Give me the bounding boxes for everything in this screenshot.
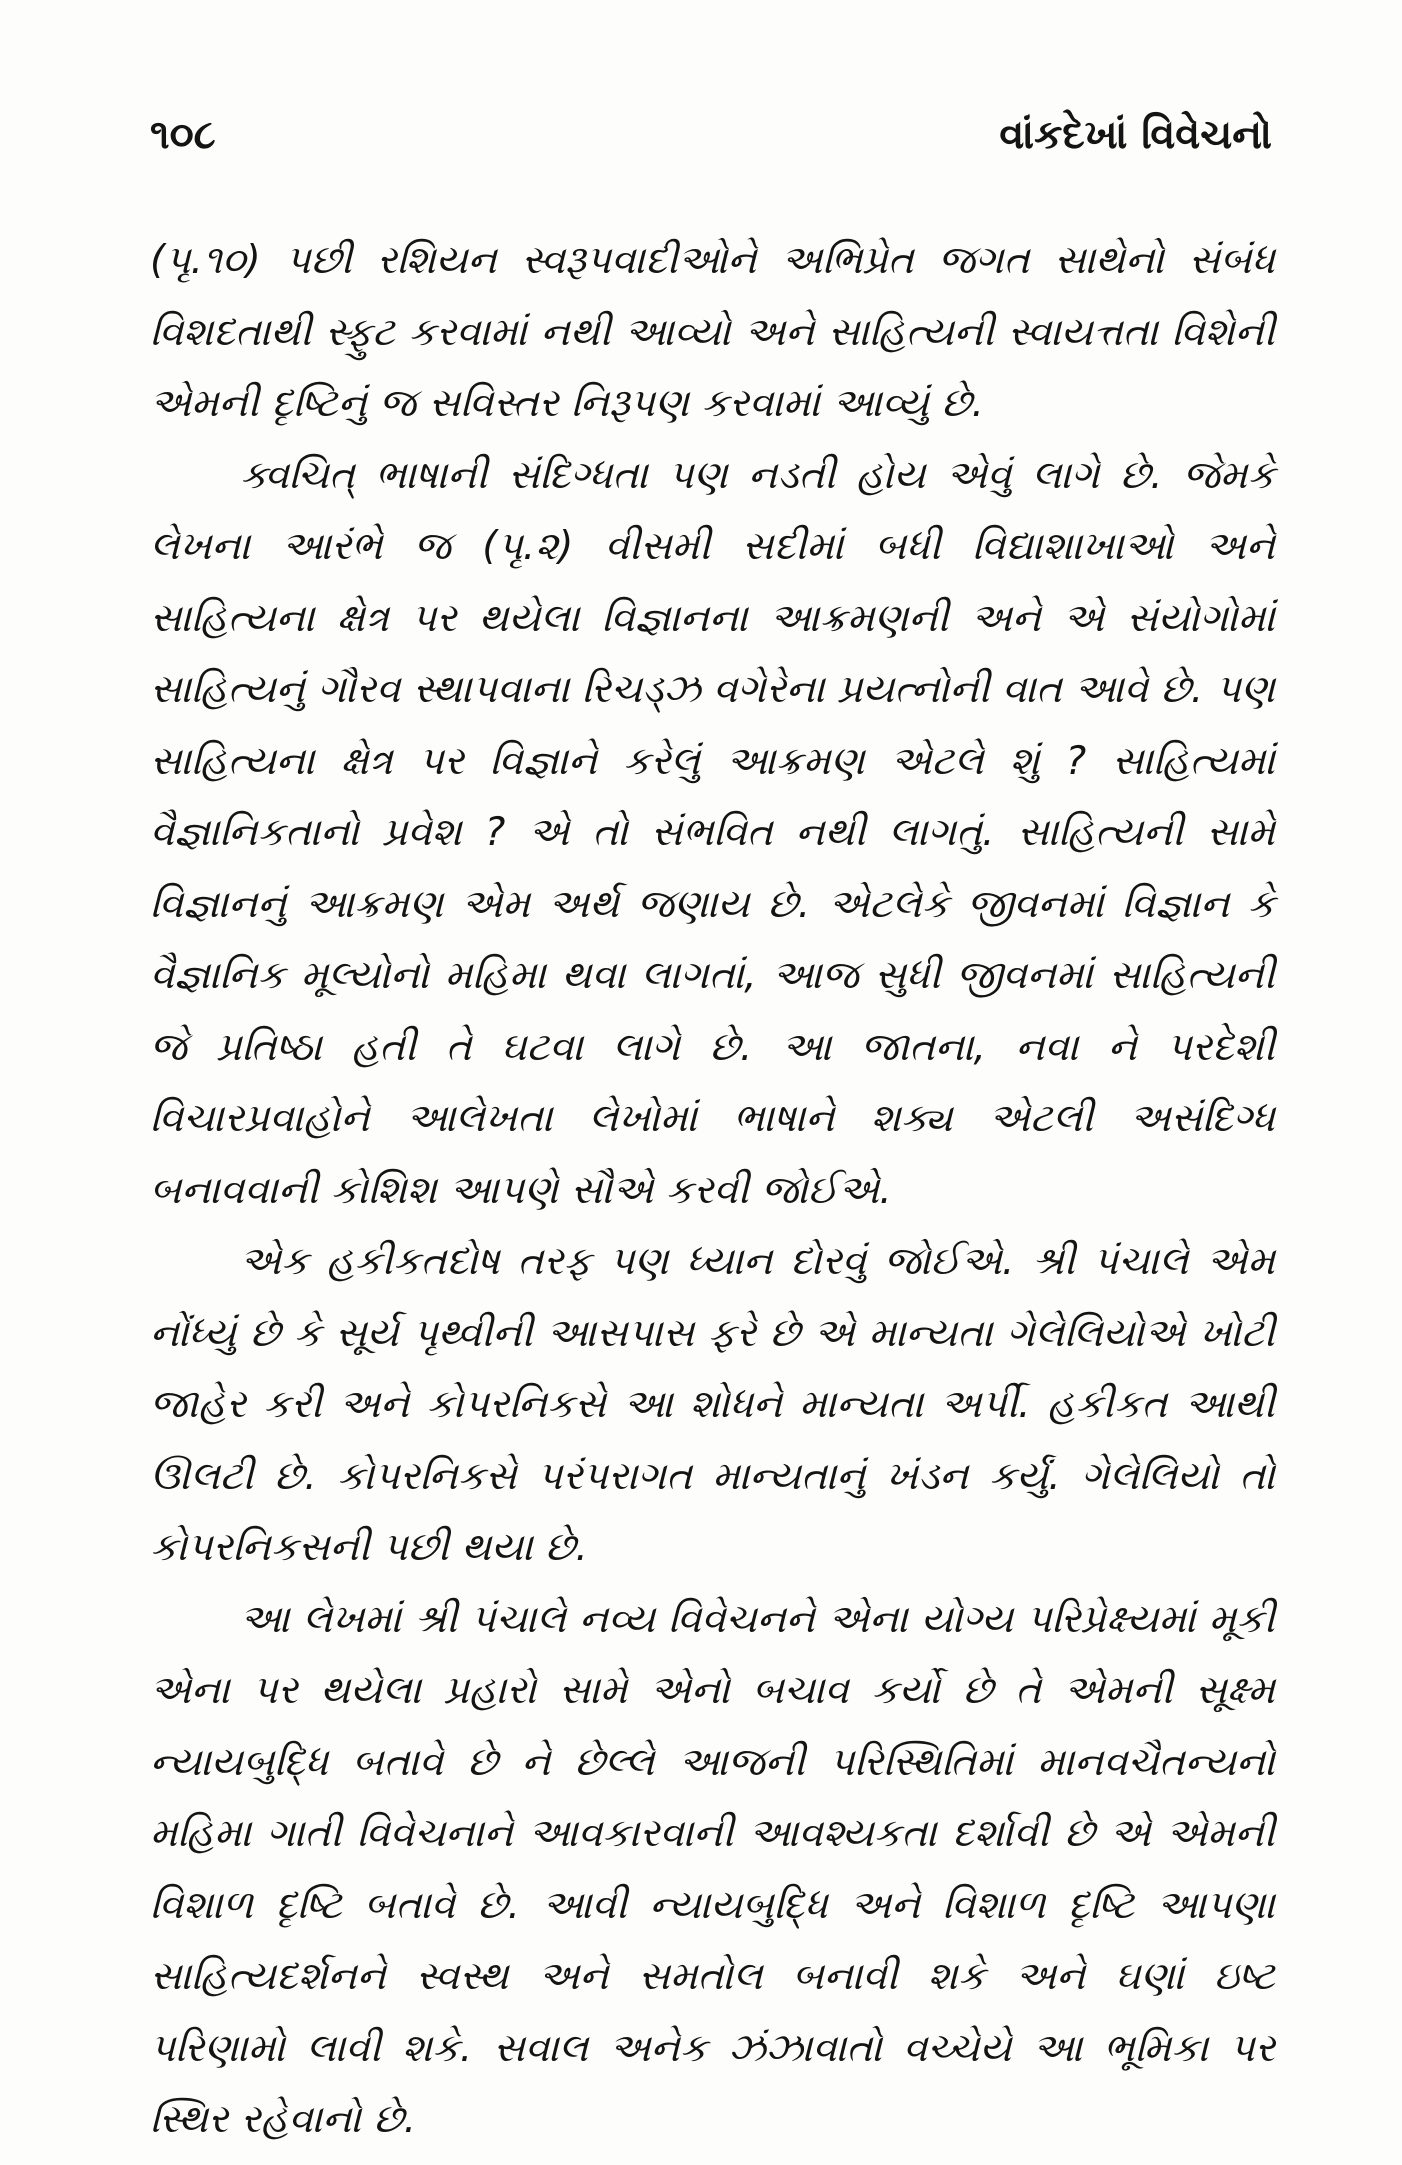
- page-number: ૧૦૮: [150, 112, 216, 158]
- body-text: [150, 225, 1275, 2156]
- running-title: વાંકદેખાં વિવેચનો: [999, 112, 1272, 158]
- paragraph-2: ક્વચિત્ ભાષાની સંદિગ્ધતા પણ નડતી હોય એવું લાગે છે. જેમકે લેખના આરંભે જ (પૃ.૨) વીસમી સદીમાં બધી વિદ્યાશાખાઓ અને સાહિત્યના ક્ષેત્ર પર થયેલા વિજ્ઞાનના આક્રમણની અને એ સંયોગોમાં સાહિત્યનું ગૌરવ સ્થાપવાના રિચડ્ઝ વગેરેના પ્રયત્નોની વાત આવે છે. પણ સાહિત્યના ક્ષેત્ર પર વિજ્ઞાને કરેલું આક્રમણ એટલે શું ? સાહિત્યમાં વૈજ્ઞાનિકતાનો પ્રવેશ ? એ તો સંભવિત નથી લાગતું. સાહિત્યની સામે વિજ્ઞાનનું આક્રમણ એમ અર્થ જણાય છે. એટલેકે જીવનમાં વિજ્ઞાન કે વૈજ્ઞાનિક મૂલ્યોનો મહિમા થવા લાગતાં, આજ સુધી જીવનમાં સાહિત્યની જે પ્રતિષ્ઠા હતી તે ઘટવા લાગે છે. આ જાતના, નવા ને પરદેશી વિચારપ્રવાહોને આલેખતા લેખોમાં ભાષાને શક્ય એટલી અસંદિગ્ધ બનાવવાની કોશિશ આપણે સૌએ કરવી જોઈએ.: [150, 452, 1275, 1213]
- paragraph-1: (પૃ.૧૦) પછી રશિયન સ્વરૂપવાદીઓને અભિપ્રેત જગત સાથેનો સંબંધ વિશદતાથી સ્ફુટ કરવામાં નથી આવ્યો અને સાહિત્યની સ્વાયત્તતા વિશેની એમની દૃષ્ટિનું જ સવિસ્તર નિરૂપણ કરવામાં આવ્યું છે.: [150, 238, 1275, 426]
- paragraph-4: આ લેખમાં શ્રી પંચાલે નવ્ય વિવેચનને એના યોગ્ય પરિપ્રેક્ષ્યમાં મૂકી એના પર થયેલા પ્રહારો સામે એનો બચાવ કર્યો છે તે એમની સૂક્ષ્મ ન્યાયબુદ્ધિ બતાવે છે ને છેલ્લે આજની પરિસ્થિતિમાં માનવચૈતન્યનો મહિમા ગાતી વિવેચનાને આવકારવાની આવશ્યકતા દર્શાવી છે એ એમની વિશાળ દૃષ્ટિ બતાવે છે. આવી ન્યાયબુદ્ધિ અને વિશાળ દૃષ્ટિ આપણા સાહિત્યદર્શનને સ્વસ્થ અને સમતોલ બનાવી શકે અને ઘણાં ઇષ્ટ પરિણામો લાવી શકે. સવાલ અનેક ઝંઝાવાતો વચ્ચેયે આ ભૂમિકા પર સ્થિર રહેવાનો છે.: [150, 1596, 1275, 2142]
- paragraph-3: એક હકીકતદોષ તરફ પણ ધ્યાન દોરવું જોઈએ. શ્રી પંચાલે એમ નોંધ્યું છે કે સૂર્ય પૃથ્વીની આસપાસ ફરે છે એ માન્યતા ગેલેલિયોએ ખોટી જાહેર કરી અને કોપરનિકસે આ શોધને માન્યતા અર્પી. હકીકત આથી ઊલટી છે. કોપરનિકસે પરંપરાગત માન્યતાનું ખંડન કર્યું. ગેલેલિયો તો કોપરનિકસની પછી થયા છે.: [150, 1239, 1275, 1570]
- page-header: [150, 112, 1272, 172]
